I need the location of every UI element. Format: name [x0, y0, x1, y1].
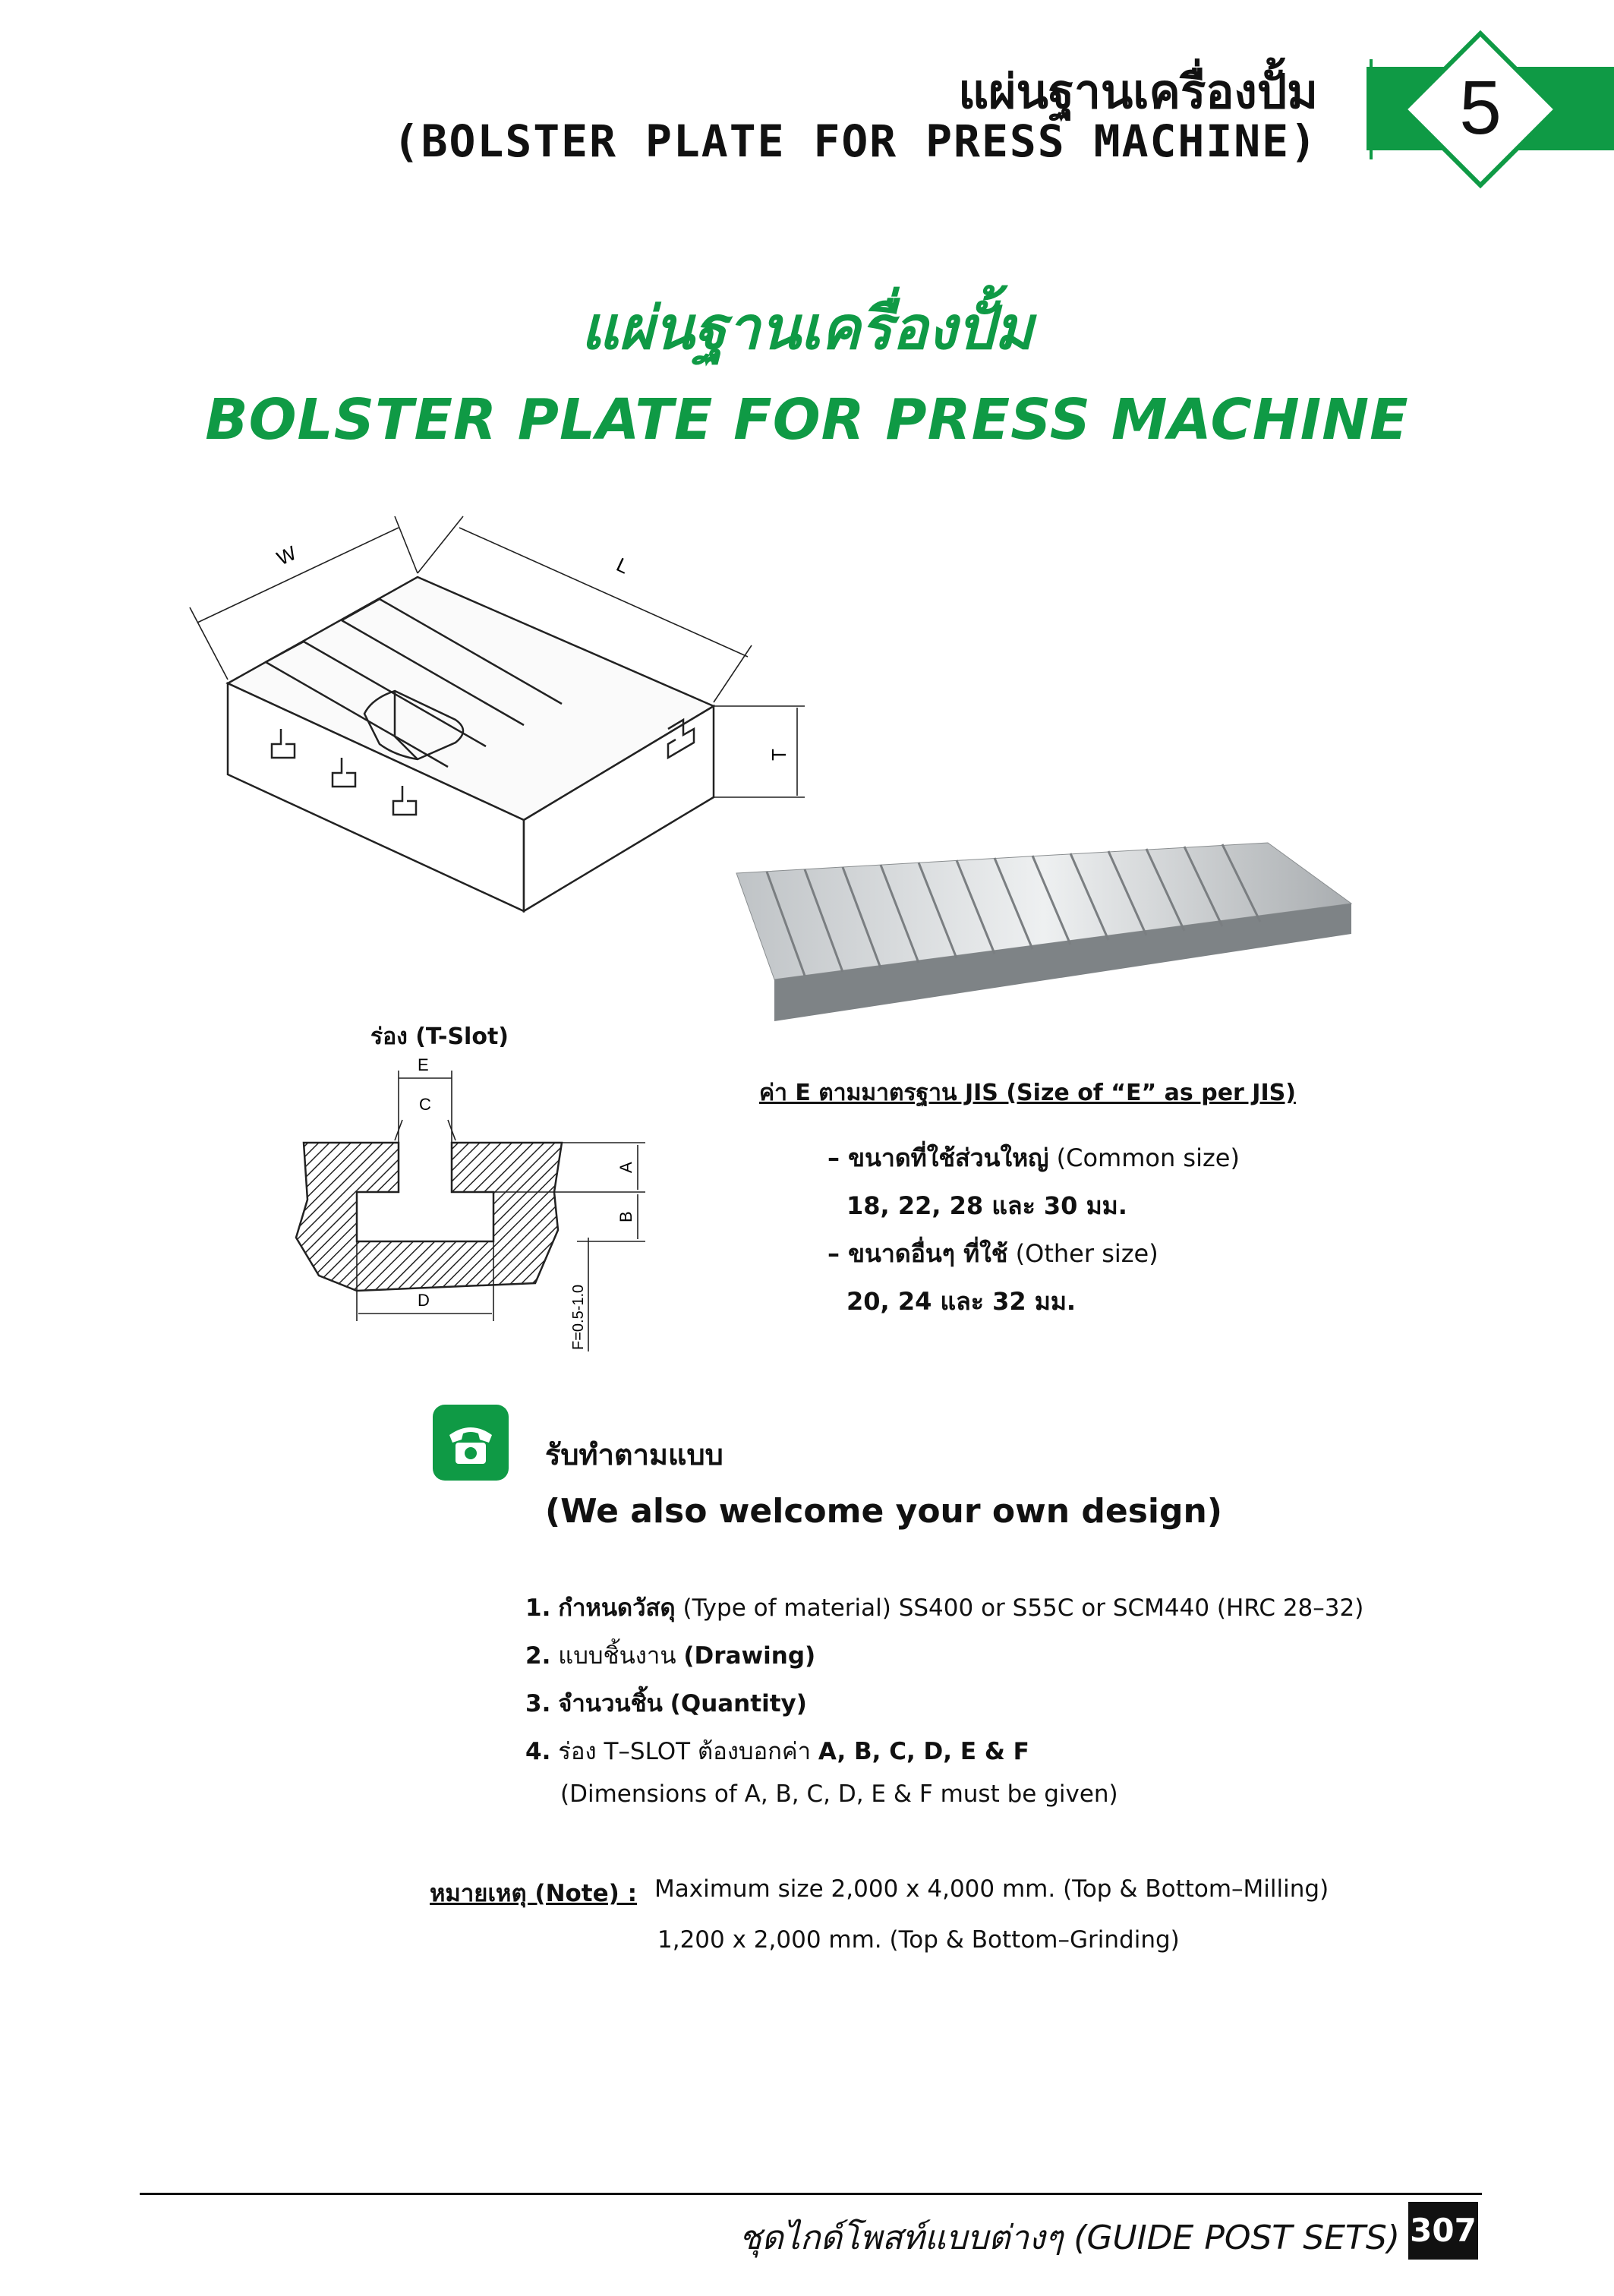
jis-common-thai: – ขนาดที่ใช้ส่วนใหญ่ [827, 1143, 1049, 1172]
dim-d-label: D [418, 1291, 430, 1310]
note-line-2: 1,200 x 2,000 mm. (Top & Bottom–Grinding) [657, 1926, 1180, 1954]
page-title-english: BOLSTER PLATE FOR PRESS MACHINE [205, 387, 1409, 453]
tslot-section-drawing [273, 1048, 668, 1351]
dim-c-label: C [419, 1095, 431, 1114]
dim-l-label: L [613, 553, 633, 579]
list-item: 3. จำนวนชิ้น (Quantity) [525, 1690, 807, 1717]
jis-other-values-text: 20, 24 และ 32 มม. [846, 1287, 1077, 1316]
jis-other-thai: – ขนาดอื่นๆ ที่ใช้ [827, 1239, 1008, 1268]
note-label: หมายเหตุ (Note) : [430, 1880, 638, 1907]
section-number: 5 [1459, 65, 1502, 150]
jis-other-line [827, 1235, 1158, 1273]
header-title-thai: แผ่นฐานเครื่องปั้ม [958, 64, 1318, 119]
jis-other-values [846, 1282, 1076, 1321]
jis-common-line [827, 1139, 1240, 1178]
item4-note: (Dimensions of A, B, C, D, E & F must be given) [560, 1780, 1118, 1808]
bolster-plate-photo [721, 828, 1367, 1033]
list-item: 1. กำหนดวัสดุ (Type of material) SS400 or S55C or SCM440 (HRC 28–32) [525, 1594, 1364, 1622]
dim-a-label: A [616, 1162, 635, 1173]
dim-f-label: F=0.5-1.0 [570, 1284, 587, 1350]
phone-icon [433, 1405, 509, 1481]
footer-text: ชุดไกด์โพสท์แบบต่างๆ (GUIDE POST SETS) [739, 2219, 1400, 2257]
jis-common-english: (Common size) [1056, 1143, 1240, 1172]
page-title-thai: แผ่นฐานเครื่องปั้ม [580, 295, 1034, 363]
design-heading-english: (We also welcome your own design) [545, 1492, 1222, 1531]
header-title-english: (BOLSTER PLATE FOR PRESS MACHINE) [392, 115, 1318, 167]
jis-common-values [846, 1187, 1127, 1225]
footer-divider [140, 2193, 1482, 2195]
note-line-1: Maximum size 2,000 x 4,000 mm. (Top & Bottom–Milling) [654, 1875, 1329, 1903]
jis-heading: ค่า E ตามมาตรฐาน JIS (Size of “E” as per JIS) [759, 1080, 1296, 1106]
list-item: 2. แบบชิ้นงาน (Drawing) [525, 1642, 816, 1670]
list-item: 4. ร่อง T–SLOT ต้องบอกค่า A, B, C, D, E & F [525, 1738, 1029, 1765]
jis-other-english: (Other size) [1015, 1239, 1158, 1268]
dim-b-label: B [616, 1211, 635, 1222]
section-badge [1367, 30, 1614, 190]
dim-e-label: E [418, 1055, 429, 1074]
design-heading-thai: รับทำตามแบบ [545, 1438, 723, 1471]
page-number: 307 [1408, 2202, 1478, 2260]
dim-t-label: T [768, 749, 790, 761]
tslot-caption: ร่อง (T-Slot) [370, 1023, 509, 1050]
jis-common-values-text: 18, 22, 28 และ 30 มม. [846, 1191, 1127, 1220]
dim-w-label: W [273, 541, 300, 570]
